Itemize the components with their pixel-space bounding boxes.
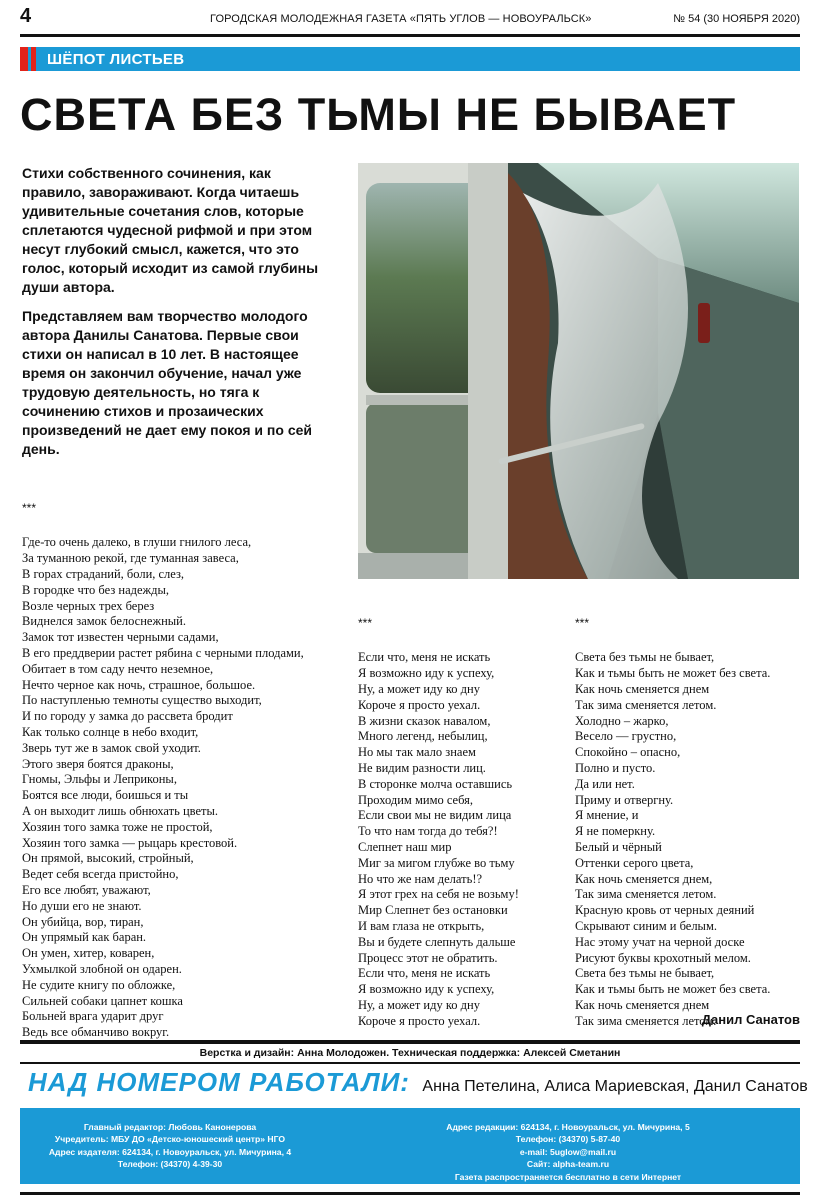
rubric-red-mark <box>20 47 28 71</box>
imprint-footer <box>20 1108 800 1184</box>
team-label: НАД НОМЕРОМ РАБОТАЛИ: <box>28 1067 410 1097</box>
imprint-email: e-mail: 5uglow@mail.ru <box>519 1146 617 1157</box>
poem-separator: *** <box>22 500 37 515</box>
team-line <box>28 1067 808 1098</box>
poem-text: Где-то очень далеко, в глуши гнилого леса, За туманною рекой, где туманная завеса, В горах страданий, боли, слез, В городке что без надежды, Возле черных трех берез Виднелся замок белоснежный. Замок тот известен черными садами, В его преддверии растет рябина с черными плодами, Обитает в том саду нечто неземное, Нечто черное как ночь, страшное, большое. По наступленью темноты существо выходит, И по городу у замка до рассвета бродит Как только солнце в небо входит, Зверь тут же в замок свой уходит. Этого зверя боятся драконы, Гномы, Эльфы и Леприконы, Боятся все люди, боишься и ты А он выходит лишь обнюхать цветы. Хозяин того замка тоже не простой, Хозяин того замка — рыцарь крестовой. Он прямой, высокий, стройный, Ведет себя всегда пристойно, Его все любят, уважают, Но души его не знают. Он убийца, вор, тиран, Он упрямый как баран. Он умен, хитер, коварен, Ухмылкой злобной он одарен. Не судите книгу по обложке, Сильней собаки цапнет кошка Больней врага ударит друг Ведь все обманчиво вокруг. <box>22 535 304 1040</box>
lead-paragraph: Представляем вам творчество молодого автора Данилы Санатова. Первые свои стихи он написал в 10 лет. В настоящее время он закончил обучение, начал уже трудовую деятельность, но тяга к сочинению стихов и прозаических произведений не дает ему покоя и по сей день. <box>22 308 312 457</box>
train-corridor-image <box>358 163 799 579</box>
rubric-bar <box>20 47 800 71</box>
newspaper-name: ГОРОДСКАЯ МОЛОДЕЖНАЯ ГАЗЕТА «ПЯТЬ УГЛОВ — НОВОУРАЛЬСК» <box>210 13 592 25</box>
article-author: Данил Санатов <box>701 1012 800 1027</box>
imprint-line: Адрес редакции: 624134, г. Новоуральск, ул. Мичурина, 5 <box>446 1122 690 1132</box>
imprint-line: Учредитель: МБУ ДО «Детско-юношеский центр» НГО <box>54 1134 286 1145</box>
page-bottom-rule <box>20 1192 800 1195</box>
imprint-line: Телефон: (34370) 4-39-30 <box>117 1159 223 1170</box>
poem-text: Если что, меня не искать Я возможно иду к успеху, Ну, а может иду ко дну Короче я просто уехал. В жизни сказок навалом, Много легенд, небылиц, Но мы так мало знаем Не видим разности лиц. В сторонке молча оставшись Проходим мимо себя, Если свои мы не видим лица То что нам тогда до тебя?! Слепнет наш мир Миг за мигом глубже во тьму Но что же нам делать!? Я этот грех на себя не возьму! Мир Слепнет без остановки И вам глаза не открыть, Вы и будете слепнуть дальше Процесс этот не обратить. Если что, меня не искать Я возможно иду к успеху, Ну, а может иду ко дну Короче я просто уехал. <box>358 650 519 1028</box>
imprint-line: Главный редактор: Любовь Канонерова <box>83 1122 257 1132</box>
article-lead <box>22 164 334 469</box>
credits-divider-bottom <box>20 1062 800 1064</box>
poem-separator: *** <box>358 615 373 630</box>
imprint-right <box>418 1121 718 1183</box>
imprint-line: Газета распространяется бесплатно в сети Интернет <box>454 1171 682 1182</box>
header-divider <box>20 34 800 37</box>
rubric-red-mark-thin <box>31 47 36 71</box>
imprint-line: Телефон: (34370) 5-87-40 <box>515 1134 621 1145</box>
rubric-label: ШЁПОТ ЛИСТЬЕВ <box>47 51 185 68</box>
imprint-left <box>20 1121 320 1171</box>
issue-number: № 54 (30 НОЯБРЯ 2020) <box>673 13 800 25</box>
poem-separator: *** <box>575 615 590 630</box>
poem-3 <box>575 600 805 1030</box>
team-names: Анна Петелина, Алиса Мариевская, Данил Санатов <box>422 1078 808 1095</box>
poem-2 <box>358 600 568 1030</box>
imprint-line: Адрес издателя: 624134, г. Новоуральск, ул. Мичурина, 4 <box>48 1146 292 1157</box>
imprint-website: Сайт: alpha-team.ru <box>526 1159 610 1170</box>
page-header <box>20 5 800 32</box>
poem-text: Света без тьмы не бывает, Как и тьмы быть не может без света. Как ночь сменяется днем Так зима сменяется летом. Холодно – жарко, Весело — грустно, Спокойно – опасно, Полно и пусто. Да или нет. Приму и отвергну. Я мнение, и Я не померкну. Белый и чёрный Оттенки серого цвета, Как ночь сменяется днем, Так зима сменяется летом. Красную кровь от черных деяний Скрывают синим и белым. Нас этому учат на черной доске Рисуют буквы крохотный мелом. Света без тьмы не бывает, Как и тьмы быть не может без света. Как ночь сменяется днем Так зима сменяется летом. <box>575 650 771 1028</box>
page-number: 4 <box>20 5 32 27</box>
lead-paragraph: Стихи собственного сочинения, как правило, завораживают. Когда читаешь удивительные сочетания слов, которые сплетаются чудесной рифмой и при этом несут глубокий смысл, кажется, что это голос, который исходит из самой глубины души автора. <box>22 165 319 295</box>
train-corridor-photo <box>358 163 799 579</box>
article-headline: СВЕТА БЕЗ ТЬМЫ НЕ БЫВАЕТ <box>20 89 737 140</box>
credits-divider <box>20 1040 800 1044</box>
poem-1 <box>22 485 342 1041</box>
layout-credits: Верстка и дизайн: Анна Молодожен. Техническая поддержка: Алексей Сметанин <box>199 1047 621 1059</box>
